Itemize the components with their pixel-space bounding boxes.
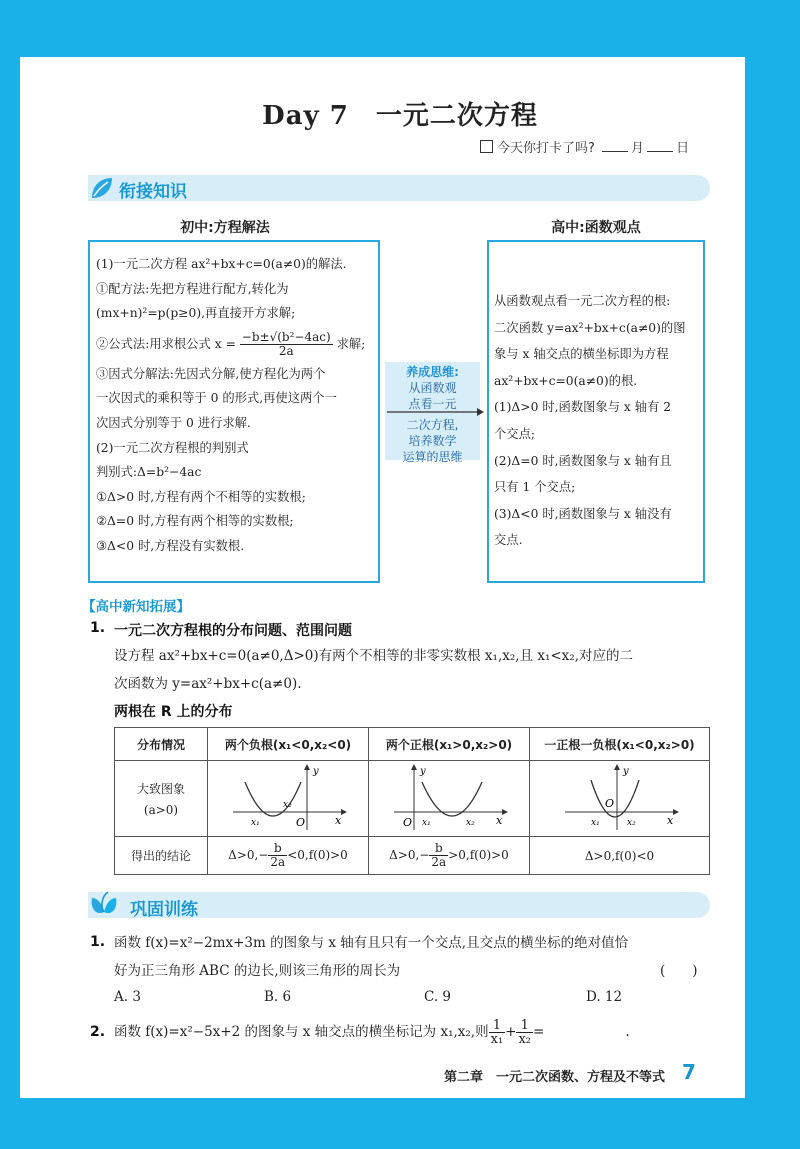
graph-two-negative-roots: [223, 762, 353, 832]
thinking-label: 养成思维:: [406, 365, 459, 379]
question-2-number: 2.: [90, 1024, 106, 1040]
graph-origin: O: [604, 797, 614, 810]
page-number: 7: [682, 1060, 696, 1084]
thinking-line: 二次方程,: [406, 418, 459, 432]
graph-axis-y: y: [420, 766, 426, 777]
root-distribution-table: [114, 727, 710, 875]
junior-line: ③Δ<0 时,方程没有实数根.: [96, 538, 245, 553]
question-2-line: [114, 1016, 630, 1048]
right-border: [745, 57, 800, 1098]
junior-line: ①Δ>0 时,方程有两个不相等的实数根;: [96, 489, 306, 504]
thinking-line: 运算的思维: [402, 450, 463, 464]
senior-line: 只有 1 个交点;: [494, 480, 576, 495]
graph-root-x2: x₂: [626, 818, 636, 828]
table-cell: 得出的结论: [115, 837, 208, 875]
graph-row-label: 大致图象: [136, 782, 185, 796]
leaf-icon: [88, 174, 116, 202]
fraction-den: x₂: [518, 1032, 532, 1047]
question-2-answer-blank[interactable]: = .: [533, 1024, 630, 1040]
graph-origin: O: [296, 816, 306, 829]
table-cell: [369, 761, 530, 837]
left-border: [0, 0, 20, 1149]
table-cell: Δ>0,f(0)<0: [530, 837, 710, 875]
root-formula-den: 2a: [278, 343, 294, 358]
checkin-line: [480, 137, 730, 156]
question-1-line: 好为正三角形 ABC 的边长,则该三角形的周长为: [114, 963, 401, 979]
topic-paragraph-line: 次函数为 y=ax²+bx+c(a≠0).: [114, 676, 302, 692]
fraction-den: 2a: [431, 855, 447, 869]
result-text: >0,f(0)>0: [448, 848, 509, 862]
topic-paragraph-line: 设方程 ax²+bx+c=0(a≠0,Δ>0)有两个不相等的非零实数根 x₁,x₂,且 x₁<x₂,对应的二: [114, 648, 633, 664]
thinking-line: 从函数观: [408, 381, 457, 395]
distribution-subtitle: 两根在 R 上的分布: [114, 704, 233, 720]
chapter-footer: 第二章 一元二次函数、方程及不等式: [444, 1070, 666, 1085]
fraction-den: 2a: [270, 855, 286, 869]
result-text: Δ>0,−: [228, 848, 269, 862]
junior-method-box: [88, 240, 380, 583]
table-cell: [208, 761, 369, 837]
table-header-cell: 两个正根(x₁>0,x₂>0): [369, 728, 530, 761]
checkin-label: 今天你打卡了吗?: [497, 141, 595, 156]
topic-number: 1.: [90, 620, 106, 636]
day-blank[interactable]: [647, 151, 673, 152]
junior-line: 判别式:Δ=b²−4ac: [96, 465, 202, 480]
senior-line: (2)Δ=0 时,函数图象与 x 轴有且: [494, 453, 672, 468]
junior-line: ②Δ=0 时,方程有两个相等的实数根;: [96, 514, 294, 529]
table-row: [115, 837, 710, 875]
section-title-practice: 巩固训练: [130, 900, 198, 920]
graph-row-sublabel: (a>0): [143, 803, 179, 817]
day-label: 日: [676, 141, 690, 156]
senior-line: 象与 x 轴交点的横坐标即为方程: [494, 347, 669, 362]
root-formula-num: −b±√(b²−4ac): [241, 329, 331, 344]
option-a[interactable]: A. 3: [114, 989, 141, 1005]
result-text: Δ>0,−: [389, 848, 430, 862]
table-header-cell: 两个负根(x₁<0,x₂<0): [208, 728, 369, 761]
senior-line: 个交点;: [494, 426, 536, 441]
graph-mixed-sign-roots: [555, 762, 685, 832]
formula-suffix: 求解;: [336, 336, 366, 351]
question-1-options: [114, 986, 674, 1005]
result-fraction: [429, 842, 448, 869]
left-column-head: 初中:方程解法: [180, 220, 270, 236]
senior-line: (3)Δ<0 时,函数图象与 x 轴没有: [494, 506, 672, 521]
thinking-line: 培养数学: [408, 434, 457, 448]
option-b[interactable]: B. 6: [264, 989, 292, 1005]
arrow-icon: [385, 406, 485, 418]
graph-two-positive-roots: [384, 762, 514, 832]
butterfly-icon: [88, 890, 120, 918]
bottom-border: [0, 1098, 800, 1149]
graph-axis-x: x: [666, 814, 673, 827]
table-row: [115, 728, 710, 761]
senior-line: ax²+bx+c=0(a≠0)的根.: [494, 373, 638, 388]
formula-prefix: ②公式法:用求根公式 x =: [96, 336, 236, 351]
junior-line: ③因式分解法:先因式分解,使方程化为两个: [96, 366, 326, 381]
top-border: [0, 0, 800, 57]
section-title-bridge: 衔接知识: [119, 182, 187, 202]
month-blank[interactable]: [602, 151, 628, 152]
question-1-number: 1.: [90, 934, 106, 950]
graph-root-x1: x₁: [422, 818, 431, 828]
root-formula: [240, 331, 333, 358]
page-title: Day 7 一元二次方程: [262, 101, 538, 131]
senior-view-box: [487, 240, 705, 583]
result-text: <0,f(0)>0: [287, 848, 348, 862]
junior-line: 次因式分别等于 0 进行求解.: [96, 415, 251, 430]
option-c[interactable]: C. 9: [424, 989, 452, 1005]
table-row: [115, 761, 710, 837]
graph-axis-x: x: [496, 814, 503, 827]
question-1-line: 函数 f(x)=x²−2mx+3m 的图象与 x 轴有且只有一个交点,且交点的横坐标的绝对值恰: [114, 935, 629, 951]
senior-line: 从函数观点看一元二次方程的根:: [494, 294, 671, 308]
junior-line: (2)一元二次方程根的判别式: [96, 440, 249, 455]
graph-root-x1: x₁: [251, 818, 260, 828]
question-2-fraction: [489, 1019, 506, 1046]
thinking-line: 点看一元: [408, 397, 457, 411]
question-2-fraction: [516, 1019, 533, 1046]
senior-line: 二次函数 y=ax²+bx+c(a≠0)的图: [494, 320, 686, 335]
graph-axis-y: y: [622, 766, 629, 777]
fraction-num: 1: [489, 1019, 506, 1033]
junior-line: 一次因式的乘积等于 0 的形式,再使这两个一: [96, 391, 337, 406]
graph-axis-x: x: [335, 814, 342, 827]
fraction-num: 1: [516, 1019, 533, 1033]
new-knowledge-heading: 【高中新知拓展】: [82, 599, 190, 615]
graph-root-x2: x₂: [466, 818, 475, 828]
table-cell: [208, 837, 369, 875]
result-fraction: [268, 842, 287, 869]
junior-line: (mx+n)²=p(p≥0),再直接开方求解;: [96, 306, 296, 321]
senior-line: 交点.: [494, 533, 523, 548]
senior-line: (1)Δ>0 时,函数图象与 x 轴有 2: [494, 400, 672, 415]
answer-bracket[interactable]: ( ): [660, 963, 698, 979]
plus-sign: +: [505, 1024, 517, 1040]
table-cell: [115, 761, 208, 837]
right-column-head: 高中:函数观点: [551, 220, 641, 236]
month-label: 月: [631, 141, 645, 156]
topic-title: 一元二次方程根的分布问题、范围问题: [114, 623, 352, 639]
fraction-num: b: [268, 842, 287, 856]
table-header-cell: 一正根一负根(x₁<0,x₂>0): [530, 728, 710, 761]
junior-line: (1)一元二次方程 ax²+bx+c=0(a≠0)的解法.: [96, 257, 347, 271]
checkin-checkbox[interactable]: [480, 140, 493, 153]
junior-line: ①配方法:先把方程进行配方,转化为: [96, 281, 289, 296]
graph-root-x1: x₁: [590, 818, 600, 828]
fraction-den: x₁: [490, 1032, 504, 1047]
table-cell: [530, 761, 710, 837]
table-cell: [369, 837, 530, 875]
table-header-cell: 分布情况: [115, 728, 208, 761]
graph-root-x2: x₂: [283, 800, 292, 810]
fraction-num: b: [429, 842, 448, 856]
junior-formula-line: [96, 326, 378, 362]
question-2-text: 函数 f(x)=x²−5x+2 的图象与 x 轴交点的横坐标记为 x₁,x₂,则: [114, 1024, 489, 1040]
graph-axis-y: y: [313, 766, 319, 777]
graph-origin: O: [403, 816, 413, 829]
option-d[interactable]: D. 12: [586, 989, 623, 1005]
